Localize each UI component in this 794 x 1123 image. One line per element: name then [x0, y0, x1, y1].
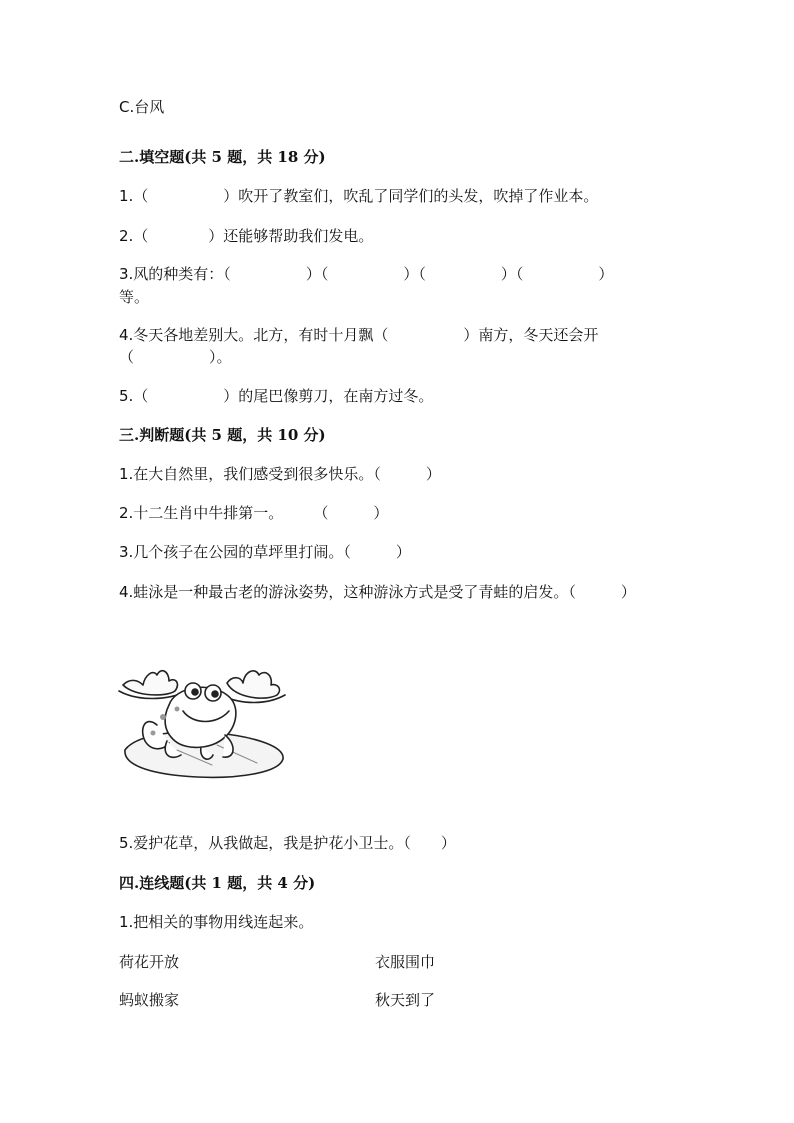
fill-question-3-line1: 3.风的种类有：（ ）（ ）（ ）（ ）: [119, 265, 614, 283]
section4-heading: 四.连线题(共 1 题，共 4 分): [119, 874, 316, 892]
fill-question-2: 2.（ ）还能够帮助我们发电。: [119, 227, 374, 245]
section2-heading: 二.填空题(共 5 题，共 18 分): [119, 148, 326, 166]
fill-question-1: 1.（ ）吹开了教室们，吹乱了同学们的头发，吹掉了作业本。: [119, 187, 599, 205]
match-left-item: 蚂蚁搬家: [119, 991, 180, 1009]
fill-question-3-line2: 等。: [119, 288, 150, 306]
frog-on-lily-pad-icon: [117, 655, 289, 783]
judge-question-1: 1.在大自然里，我们感受到很多快乐。（ ）: [119, 465, 441, 483]
fill-question-4-line2: （ ）。: [119, 348, 232, 366]
match-left-item: 荷花开放: [119, 953, 180, 971]
judge-question-5: 5.爱护花草，从我做起，我是护花小卫士。（ ）: [119, 834, 456, 852]
judge-question-4: 4.蛙泳是一种最古老的游泳姿势，这种游泳方式是受了青蛙的启发。（ ）: [119, 583, 636, 601]
match-right-item: 衣服围巾: [375, 953, 436, 971]
match-question-1: 1.把相关的事物用线连起来。: [119, 913, 314, 931]
match-right-item: 秋天到了: [375, 991, 436, 1009]
section3-heading: 三.判断题(共 5 题，共 10 分): [119, 426, 326, 444]
fill-question-4-line1: 4.冬天各地差别大。北方，有时十月飘（ ）南方，冬天还会开: [119, 326, 599, 344]
judge-question-2: 2.十二生肖中牛排第一。 （ ）: [119, 504, 389, 522]
option-c: C.台风: [119, 98, 165, 116]
fill-question-5: 5.（ ）的尾巴像剪刀，在南方过冬。: [119, 387, 434, 405]
judge-question-3: 3.几个孩子在公园的草坪里打闹。（ ）: [119, 543, 411, 561]
